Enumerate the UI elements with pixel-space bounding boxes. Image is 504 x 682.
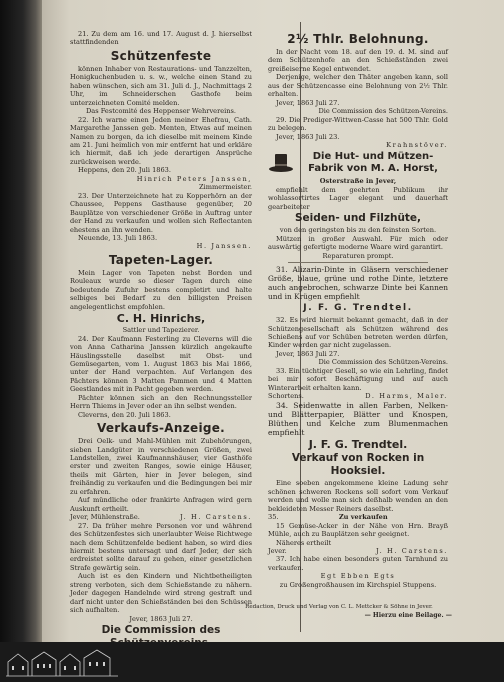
footer-supplement: — Hierzu eine Beilage. — bbox=[364, 612, 452, 619]
notice-35-body: 15 Gemüse-Acker in der Nähe von Hrn. Brayß Mühle, auch zu Bauplätzen sehr geeignet. bbox=[268, 521, 448, 539]
notice-29-body: 29. Die Prediger-Wittwen-Casse hat 500 Thlr. Gold zu belegen. bbox=[268, 115, 448, 133]
notice-21-intro: 21. Zu dem am 16. und 17. August d. J. hierselbst stattfindenden bbox=[70, 30, 252, 47]
notice-35-number: 35. bbox=[268, 513, 279, 522]
belohnung-reward: Derjenige, welcher den Thäter angeben kann, soll aus der Schützencasse eine Belohnung von 2½ Thlr. erhalten. bbox=[268, 73, 448, 99]
notice-33-location: Schortens. bbox=[268, 392, 304, 401]
notice-35-info: Näheres ertheilt bbox=[276, 538, 332, 547]
notice-23-date: Neuende, 13. Juli 1863. bbox=[78, 233, 158, 242]
notice-22-signature: Hinrich Peters Janssen, bbox=[136, 174, 252, 183]
verkauf-location: Jever, Mühlenstraße. bbox=[70, 513, 140, 522]
notice-23-signature: H. Janssen. bbox=[196, 242, 252, 251]
notice-31-body: 31. Alizarin-Dinte in Gläsern verschiedener Größe, blaue, grüne und rothe Dinte, letztere auch angebrochen, schwarze Dinte bei Kannen und in Krügen empfiehlt bbox=[268, 265, 448, 302]
notice-33-signature-row bbox=[268, 392, 448, 400]
notice-34-signature: J. F. G. Trendtel. bbox=[308, 438, 408, 452]
hat-factory-address: Osterstraße in Jever, bbox=[319, 177, 397, 186]
notice-31-signature: J. F. G. Trendtel. bbox=[303, 303, 413, 314]
notice-23-body: 23. Der Unterzeichnete hat zu Kopperhörn an der Chaussee, Peppens Gasthause gegenüber, 20 Bauplätze von verschiedener Größe in Auftrag unter der Hand zu verkaufen und wollen sich Reflectanten ehestens an ihn wenden. bbox=[70, 191, 252, 234]
notice-32-date: Jever, 1863 Juli 27. bbox=[276, 349, 340, 358]
notice-27-signature: Die Commission des bbox=[101, 624, 221, 637]
notice-24-contact: Pächter können sich an den Rechnungssteller Herrn Thiems in Jever oder an ihn selbst wenden. bbox=[70, 393, 252, 411]
heading-tapeten-lager: Tapeten-Lager. bbox=[108, 252, 214, 267]
heading-verkauf-rocken: Verkauf von Rocken in Hooksiel. bbox=[291, 452, 425, 478]
notice-29-signature: Krahnstöver. bbox=[386, 140, 448, 149]
belohnung-body: In der Nacht vom 18. auf den 19. d. M. sind auf dem Schützenhofe an den Schießständen zwei greißeiserne Kegel entwendet. bbox=[268, 48, 448, 73]
notice-37-body: 37. Ich habe einen besonders guten Tarnhund zu verkaufen. bbox=[268, 555, 448, 572]
tapeten-body: Mein Lager von Tapeten nebst Borden und Rouleaux wurde so dieser Tagen durch eine bedeutende Zufuhr bestens completirt und halte selbiges bei Bedarf zu den billigsten Preisen angelegentlichst empfohlen. bbox=[70, 268, 252, 311]
notice-35-signature-row bbox=[268, 547, 448, 555]
notice-37-signature: Egt Ebben Egts bbox=[320, 572, 396, 581]
divider-line bbox=[288, 262, 428, 263]
belohnung-signature: Die Commission des Schützen-Vereins. bbox=[318, 107, 448, 116]
footer-imprint: Redaction, Druck und Verlag von C. L. Mettcker & Söhne in Jever. bbox=[245, 604, 433, 610]
heading-seiden-filzhuete: Seiden- und Filzhüte, bbox=[294, 212, 422, 225]
verkauf-signature: J. H. Carstens. bbox=[179, 513, 252, 522]
book-spine bbox=[0, 0, 42, 682]
verkauf-signature-row bbox=[70, 513, 252, 521]
notice-35-location: Jever. bbox=[268, 547, 287, 556]
notice-35-heading-row bbox=[268, 513, 448, 521]
notice-32-body: 32. Es wird hiermit bekannt gemacht, daß in der Schützengesellschaft als Schützen während des Schießens auf vor Schüben betreten werden dürfen, Kinder werden gar nicht zugelassen. bbox=[268, 316, 448, 350]
library-building-logo bbox=[4, 648, 122, 678]
hat-factory-caps: Mützen in großer Auswahl. Für mich oder auswärtig gefertigte moderne Waare wird garantirt. bbox=[268, 234, 448, 252]
hat-factory-body: empfiehlt dem geehrten Publikum ihr wohlassortirtes Lager elegant und dauerhaft gearbeiteter bbox=[268, 185, 448, 211]
notice-34-body: 34. Seidenwatte in allen Farben, Nelken- und Blätterpapier, Blätter und Knospen, Blüthen und Kelche zum Blumenmachen empfiehlt bbox=[268, 400, 448, 438]
tapeten-signature: C. H. Hinrichs, bbox=[116, 312, 206, 326]
notice-21-signature: Das Festcomité des Heppenser Wehrvereins. bbox=[86, 107, 236, 116]
heading-zu-verkaufen: Zu verkaufen bbox=[338, 513, 388, 522]
rocken-body: Eine soeben angekommene kleine Ladung sehr schönen schweren Rockens soll sofort vom Verkauf werden und wolle man sich deßhalb wenden an den bekleideten Messer Reiners daselbst. bbox=[268, 479, 448, 513]
notice-35-signature: J. H. Carstens. bbox=[375, 547, 448, 556]
notice-37-location: zu Großengroßhausen im Kirchspiel Stuppens. bbox=[279, 580, 437, 589]
page-footer bbox=[226, 604, 452, 619]
hat-factory-sorts: von den geringsten bis zu den feinsten Sorten. bbox=[279, 226, 437, 235]
notice-21-body: können Inhaber von Restaurations- und Tanzzelten, Honigkuchenbuden u. s. w., welche einen Stand zu haben wünschen, sich am 31. Juli d. J., Nachmittags 2 Uhr, im Schneiderschen Gasthofe beim unterzeichneten Comité melden. bbox=[70, 64, 252, 107]
left-column bbox=[70, 30, 252, 651]
notice-32-signature: Die Commission des Schützen-Vereins. bbox=[318, 358, 448, 367]
notice-27-date: Jever, 1863 Juli 27. bbox=[129, 614, 193, 623]
right-column bbox=[268, 30, 448, 589]
heading-belohnung: 2½ Thlr. Belohnung. bbox=[287, 32, 429, 46]
notice-24-body: 24. Der Kaufmann Festerling zu Cleverns will die von Anna Catharina Janssen kürzlich angekaufte Häuslingsstelle daselbst mit Obst- und Gemüsegarten, vom 1. August 1863 bis Mai 1866, unter der Hand verpachten. Auf Verlangen des Pächters können 3 Matten Pammen und 4 Matten Geestlandes mit in Pacht gegeben werden. bbox=[70, 334, 252, 394]
heading-schuetzenfeste: Schützenfeste bbox=[110, 48, 212, 63]
hat-factory-title: Die Hut- und Mützen-Fabrik von M. A. Horst, bbox=[308, 151, 438, 175]
notice-33-body: 33. Ein tüchtiger Gesell, so wie ein Lehrling, findet bei mir sofort Beschäftigung und auf auch Winterarbeit erhalten kann. bbox=[268, 366, 448, 392]
notice-33-signature: D. Harms, Maler. bbox=[365, 392, 448, 401]
notice-22-body: 22. Ich warne einen Jeden meiner Ehefrau, Cath. Margarethe Janssen geb. Menten, Etwas auf meinen Namen zu borgen, da ich dieselbe mit meinem Kinde am 21. Juni heimlich von mir entfernt hat und erkläre ich hiermit, daß ich jede derartigen Ansprüche zurückweisen werde. bbox=[70, 115, 252, 166]
notice-27-body: 27. Da früher mehre Personen vor und während des Schützenfestes sich unerlaubter Weise Richtwege nach dem Schützenfelde bedient haben, so wird dies hiermit bestens untersagt und darf Jeder, der sich erdreistet sollte darauf zu gehen, einer gesetzlichen Strafe gewärtig sein. bbox=[70, 521, 252, 572]
notice-22-date: Heppens, den 20. Juli 1863. bbox=[78, 166, 171, 175]
notice-24-date: Cleverns, den 20. Juli 1863. bbox=[78, 410, 171, 419]
top-hat-icon bbox=[268, 153, 294, 173]
hat-factory-repairs: Reparaturen prompt. bbox=[322, 251, 394, 260]
hat-factory-header bbox=[268, 151, 448, 175]
verkauf-inquiry: Auf mündliche oder frankirte Anfragen wird gern Auskunft ertheilt. bbox=[70, 496, 252, 513]
notice-22-role: Zimmermeister. bbox=[199, 183, 252, 192]
tapeten-role: Sattler und Tapezierer. bbox=[122, 326, 200, 335]
verkauf-body: Drei Oelk- und Mahl-Mühlen mit Zubehörungen, sieben Landgüter in verschiedenen Größen, zwei Landstellen, zwei Kaufmannshäuser, vier Gasthöfe erster und zweiten Ranges, sowie einige Häuser, theils mit Gärten, hier in Jever belegen, sind freihändig zu verkaufen und die Bedingungen bei mir zu erfahren. bbox=[70, 437, 252, 496]
heading-verkaufs-anzeige: Verkaufs-Anzeige. bbox=[96, 421, 226, 436]
notice-29-date: Jever, 1863 Juli 23. bbox=[276, 132, 340, 141]
belohnung-date: Jever, 1863 Juli 27. bbox=[276, 98, 340, 107]
notice-27-warning: Auch ist es den Kindern und Nichtbetheiligten streng verboten, sich dem Schießstande zu nähern. Jeder dagegen Handelnde wird streng gestraft und darf nicht unter den Schießständen bei den Schüssen sich aufhalten. bbox=[70, 572, 252, 615]
